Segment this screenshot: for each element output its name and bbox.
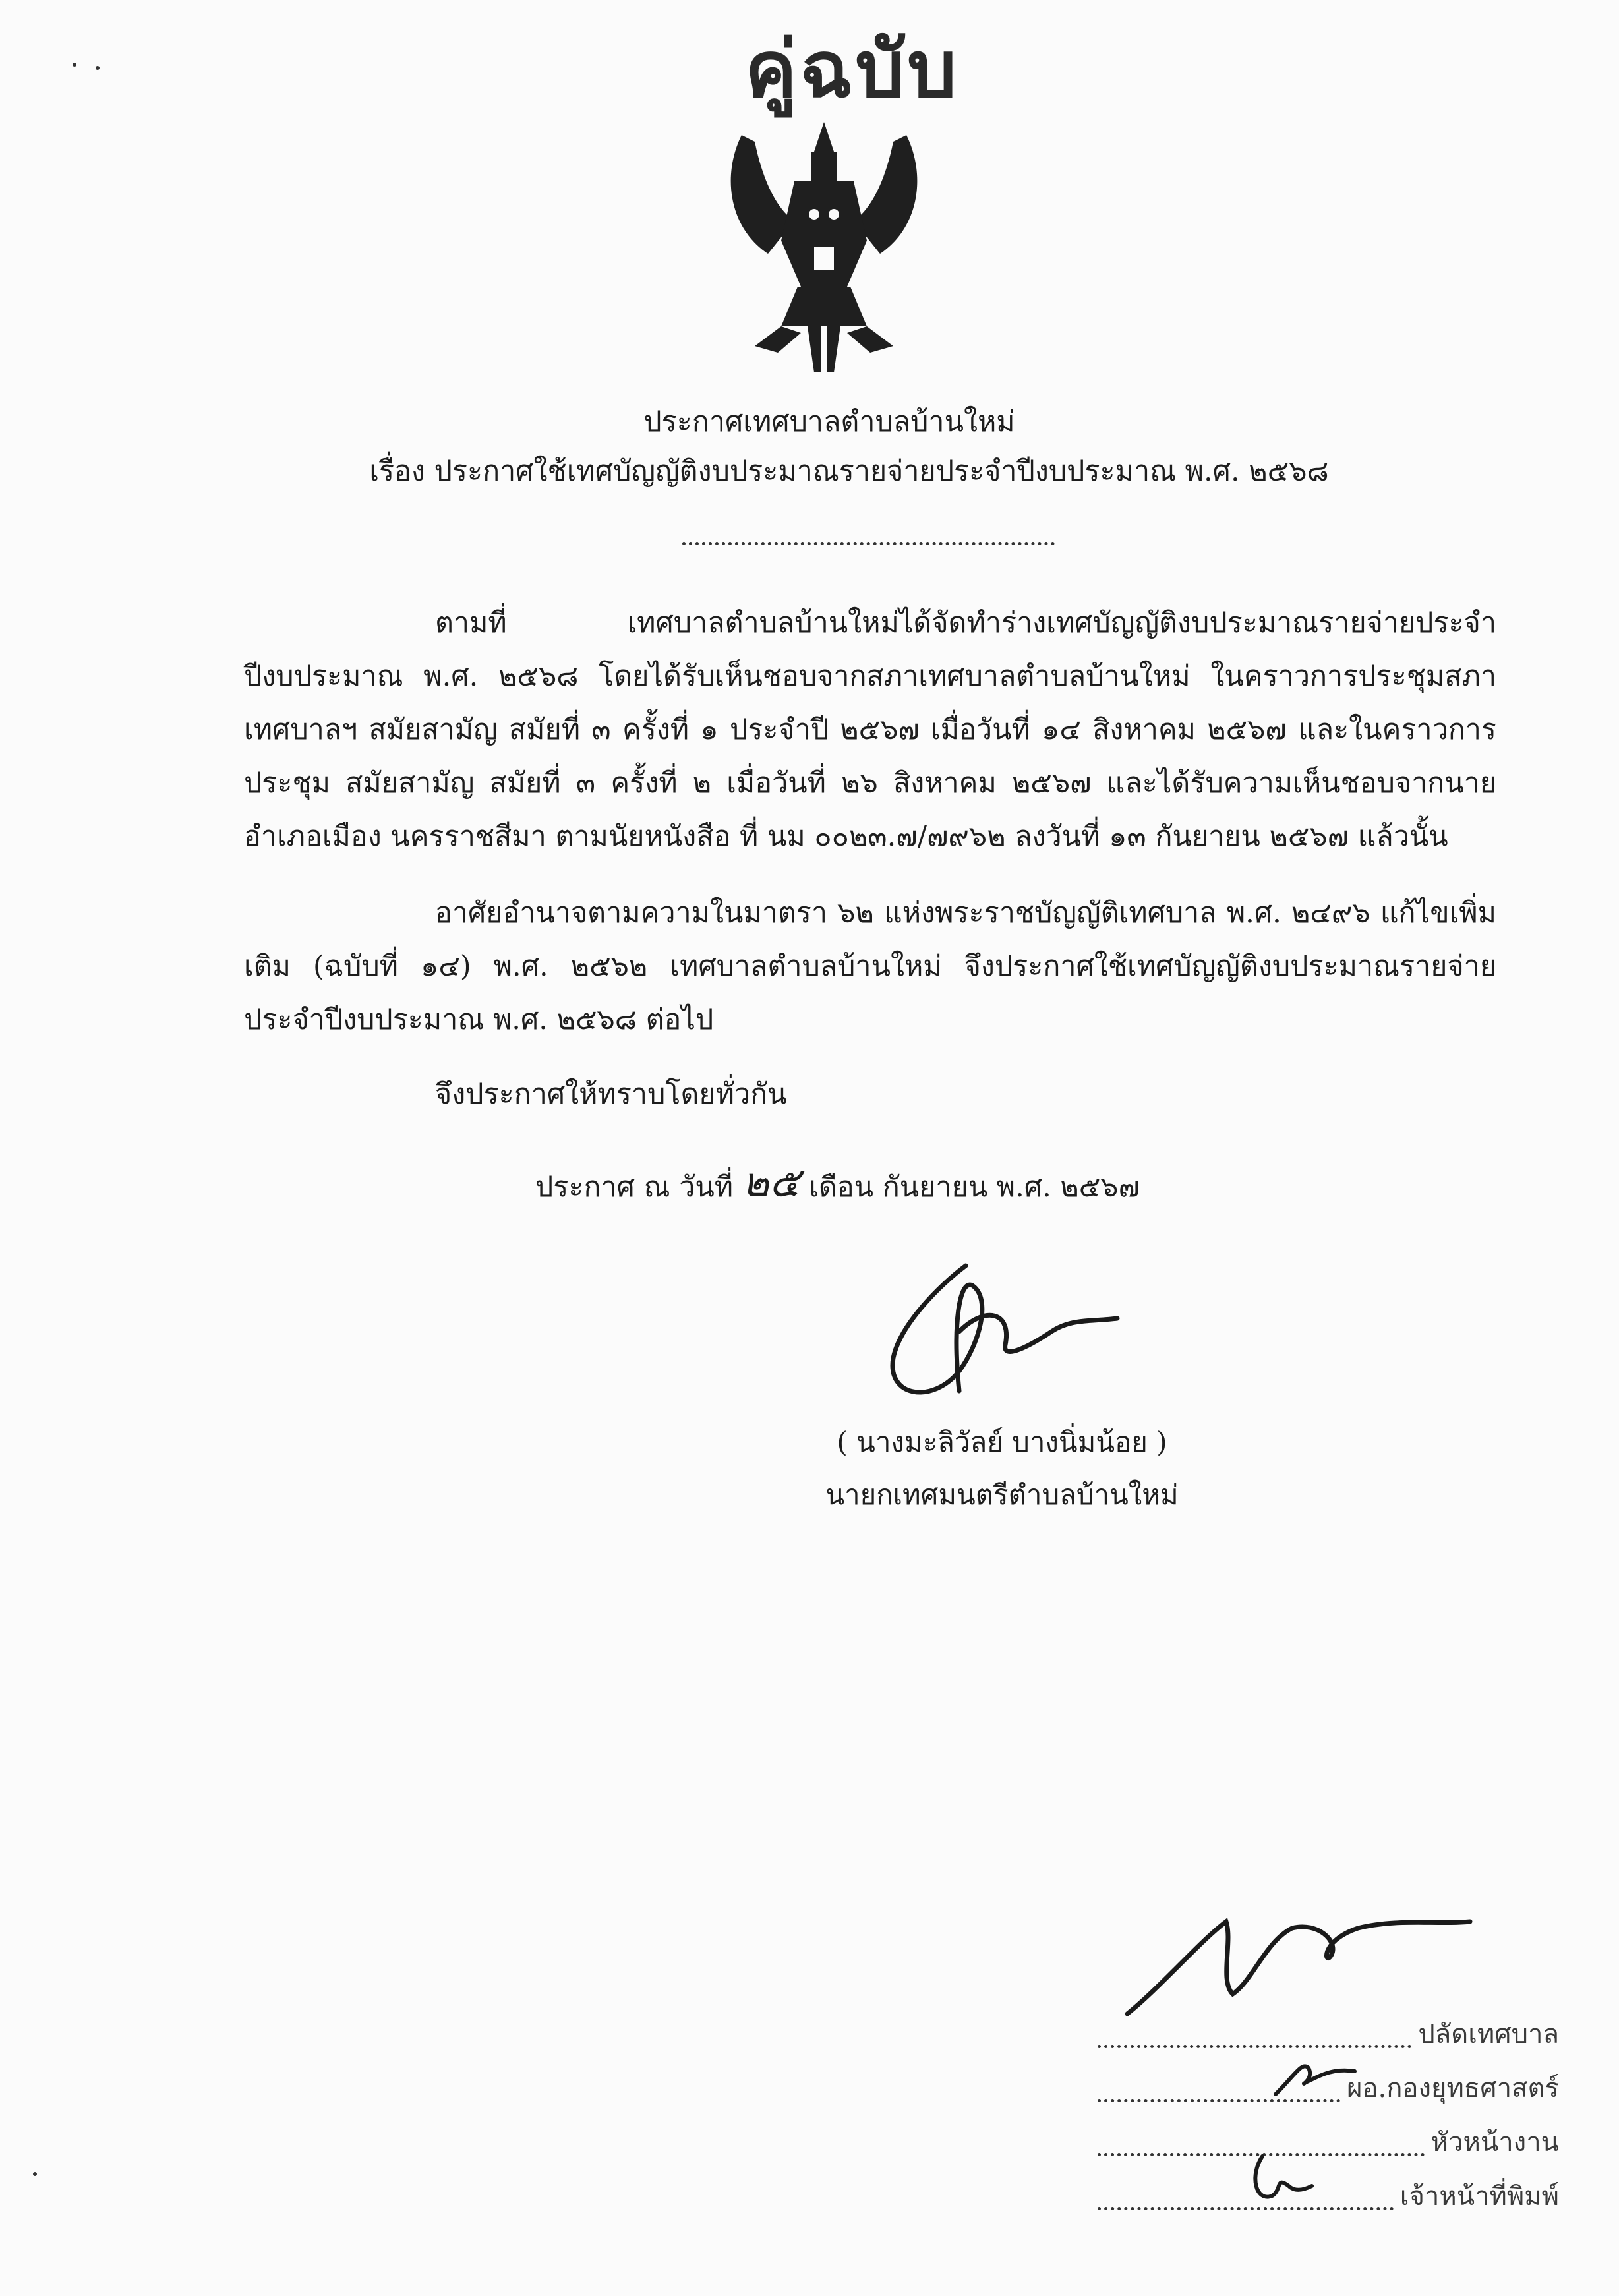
approval-role: ปลัดเทศบาล bbox=[1418, 2019, 1559, 2049]
signer-name: ( นางมะลิวัลย์ บางนิ่มน้อย ) bbox=[837, 1426, 1167, 1458]
approval-row bbox=[1098, 2163, 1559, 2217]
announcement-subject: เรื่อง ประกาศใช้เทศบัญญัติงบประมาณรายจ่ายประจำปีงบประมาณ พ.ศ. ๒๕๖๘ bbox=[369, 455, 1329, 488]
scan-speck bbox=[96, 66, 100, 70]
approval-row bbox=[1098, 2109, 1559, 2163]
given-date-suffix: เดือน กันยายน พ.ศ. ๒๕๖๗ bbox=[809, 1171, 1140, 1204]
body-paragraph-2: อาศัยอำนาจตามความในมาตรา ๖๒ แห่งพระราชบัญญัติเทศบาล พ.ศ. ๒๔๙๖ แก้ไขเพิ่มเติม (ฉบับที่ ๑๔) พ.ศ. ๒๕๖๒ เทศบาลตำบลบ้านใหม่ จึงประกาศใช้เทศบัญญัติงบประมาณรายจ่าย ประจำปีงบประมาณ พ.ศ. ๒๕๖๘ ต่อไป bbox=[244, 897, 1496, 1036]
initial-signature-icon bbox=[1243, 2150, 1315, 2209]
approval-row bbox=[1098, 2055, 1559, 2109]
garuda-emblem-icon bbox=[715, 115, 933, 379]
approval-block bbox=[1098, 2001, 1559, 2217]
mayor-signature-icon bbox=[880, 1246, 1131, 1417]
body-paragraph-1: ตามที่ เทศบาลตำบลบ้านใหม่ได้จัดทำร่างเทศบัญญัติงบประมาณรายจ่ายประจำปีงบประมาณ พ.ศ. ๒๕๖๘ โดยได้รับเห็นชอบจากสภาเทศบาลตำบลบ้านใหม่ ในคราวการประชุมสภาเทศบาลฯ สมัยสามัญ สมัยที่ ๓ ครั้งที่ ๑ ประจำปี ๒๕๖๗ เมื่อวันที่ ๑๔ สิงหาคม ๒๕๖๗ และในคราวการประชุม สมัยสามัญ สมัยที่ ๓ ครั้งที่ ๒ เมื่อวันที่ ๒๖ สิงหาคม ๒๕๖๗ และได้รับความเห็นชอบจากนายอำเภอเมือง นครราชสีมา ตามนัยหนังสือ ที่ นม ๐๐๒๓.๗/๗๙๖๒ ลงวันที่ ๑๓ กันยายน ๒๕๖๗ แล้วนั้น bbox=[244, 606, 1496, 853]
initial-signature-icon bbox=[1269, 2048, 1361, 2101]
given-date-line bbox=[535, 1150, 1140, 1215]
approval-role: หัวหน้างาน bbox=[1430, 2127, 1559, 2158]
approval-role: เจ้าหน้าที่พิมพ์ bbox=[1399, 2181, 1559, 2212]
closing-statement: จึงประกาศให้ทราบโดยทั่วกัน bbox=[435, 1078, 787, 1111]
approval-role: ผอ.กองยุทธศาสตร์ bbox=[1347, 2073, 1559, 2104]
given-date-day: ๒๕ bbox=[742, 1158, 800, 1206]
signer-title: นายกเทศมนตรีตำบลบ้านใหม่ bbox=[825, 1479, 1179, 1511]
scan-speck bbox=[73, 63, 76, 67]
scan-speck bbox=[33, 2172, 37, 2176]
signature-line bbox=[1098, 2045, 1411, 2048]
given-date-prefix: ประกาศ ณ วันที่ bbox=[535, 1171, 734, 1204]
dotted-divider bbox=[682, 542, 1055, 545]
approval-row bbox=[1098, 2001, 1559, 2055]
announcement-title: ประกาศเทศบาลตำบลบ้านใหม่ bbox=[643, 405, 1015, 438]
copy-stamp: คู่ฉบับ bbox=[745, 24, 960, 115]
